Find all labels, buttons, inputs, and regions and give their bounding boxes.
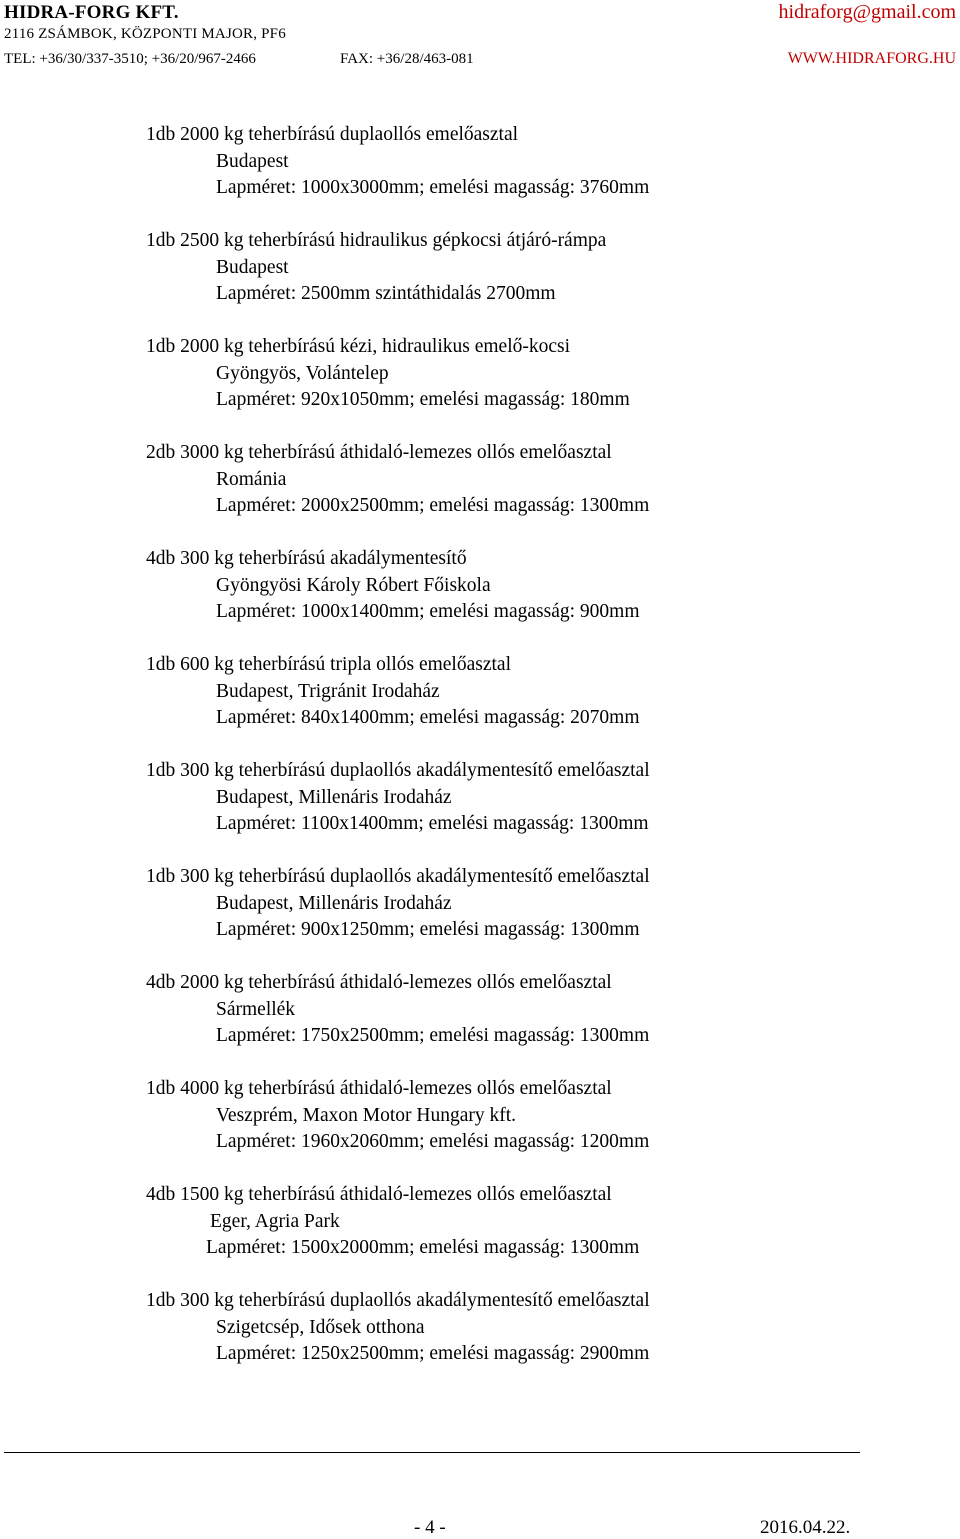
list-item — [146, 228, 906, 334]
list-item — [146, 652, 906, 758]
list-item — [146, 1076, 906, 1182]
page-number: - 4 - — [414, 1517, 446, 1538]
reference-list — [146, 122, 906, 1394]
item-size: Lapméret: 1000x3000mm; emelési magasság: 3760mm — [216, 177, 650, 199]
item-location: Budapest, Trigránit Irodaház — [216, 680, 440, 702]
item-description: 1db 300 kg teherbírású duplaollós akadálymentesítő emelőasztal — [146, 866, 650, 887]
item-description: 4db 2000 kg teherbírású áthidaló-lemezes ollós emelőasztal — [146, 972, 612, 993]
item-description: 1db 2000 kg teherbírású duplaollós emelőasztal — [146, 124, 519, 145]
item-description: 1db 300 kg teherbírású duplaollós akadálymentesítő emelőasztal — [146, 1290, 650, 1311]
item-location: Budapest, Millenáris Irodaház — [216, 892, 452, 914]
list-item — [146, 1182, 906, 1288]
item-location: Sármellék — [216, 998, 296, 1020]
item-size: Lapméret: 1750x2500mm; emelési magasság: 1300mm — [216, 1025, 650, 1047]
item-location: Budapest — [216, 150, 289, 172]
item-location: Románia — [216, 468, 287, 490]
item-description: 2db 3000 kg teherbírású áthidaló-lemezes ollós emelőasztal — [146, 442, 612, 463]
item-location: Budapest, Millenáris Irodaház — [216, 786, 452, 808]
item-description: 1db 300 kg teherbírású duplaollós akadálymentesítő emelőasztal — [146, 760, 650, 781]
item-size: Lapméret: 2500mm szintáthidalás 2700mm — [216, 283, 556, 305]
page-header — [0, 0, 960, 72]
item-size: Lapméret: 1250x2500mm; emelési magasság: 2900mm — [216, 1343, 650, 1365]
company-fax: FAX: +36/28/463-081 — [340, 51, 474, 67]
footer-divider — [4, 1452, 860, 1453]
email-link[interactable]: hidraforg@gmail.com — [778, 1, 956, 23]
website-link[interactable]: WWW.HIDRAFORG.HU — [787, 50, 956, 67]
item-location: Veszprém, Maxon Motor Hungary kft. — [216, 1104, 517, 1126]
list-item — [146, 970, 906, 1076]
item-size: Lapméret: 840x1400mm; emelési magasság: 2070mm — [216, 707, 640, 729]
item-size: Lapméret: 1500x2000mm; emelési magasság: 1300mm — [206, 1237, 640, 1259]
company-address: 2116 ZSÁMBOK, KÖZPONTI MAJOR, PF6 — [4, 26, 286, 42]
item-size: Lapméret: 920x1050mm; emelési magasság: 180mm — [216, 389, 630, 411]
list-item — [146, 334, 906, 440]
company-name: HIDRA-FORG KFT. — [4, 2, 179, 23]
list-item — [146, 1288, 906, 1394]
list-item — [146, 440, 906, 546]
company-phone: TEL: +36/30/337-3510; +36/20/967-2466 — [4, 51, 256, 67]
item-description: 1db 2500 kg teherbírású hidraulikus gépkocsi átjáró-rámpa — [146, 230, 607, 251]
item-location: Gyöngyösi Károly Róbert Főiskola — [216, 574, 491, 596]
item-size: Lapméret: 1000x1400mm; emelési magasság: 900mm — [216, 601, 640, 623]
list-item — [146, 758, 906, 864]
item-size: Lapméret: 1100x1400mm; emelési magasság: 1300mm — [216, 813, 649, 835]
item-description: 4db 1500 kg teherbírású áthidaló-lemezes ollós emelőasztal — [146, 1184, 612, 1205]
item-description: 4db 300 kg teherbírású akadálymentesítő — [146, 548, 467, 569]
item-size: Lapméret: 1960x2060mm; emelési magasság: 1200mm — [216, 1131, 650, 1153]
item-description: 1db 600 kg teherbírású tripla ollós emelőasztal — [146, 654, 511, 675]
item-location: Szigetcsép, Idősek otthona — [216, 1316, 425, 1338]
item-location: Budapest — [216, 256, 289, 278]
footer-date: 2016.04.22. — [760, 1517, 851, 1538]
list-item — [146, 546, 906, 652]
item-description: 1db 2000 kg teherbírású kézi, hidraulikus emelő-kocsi — [146, 336, 571, 357]
list-item — [146, 864, 906, 970]
item-size: Lapméret: 900x1250mm; emelési magasság: 1300mm — [216, 919, 640, 941]
item-location: Eger, Agria Park — [210, 1210, 340, 1232]
item-description: 1db 4000 kg teherbírású áthidaló-lemezes ollós emelőasztal — [146, 1078, 612, 1099]
list-item — [146, 122, 906, 228]
item-location: Gyöngyös, Volántelep — [216, 362, 389, 384]
item-size: Lapméret: 2000x2500mm; emelési magasság: 1300mm — [216, 495, 650, 517]
